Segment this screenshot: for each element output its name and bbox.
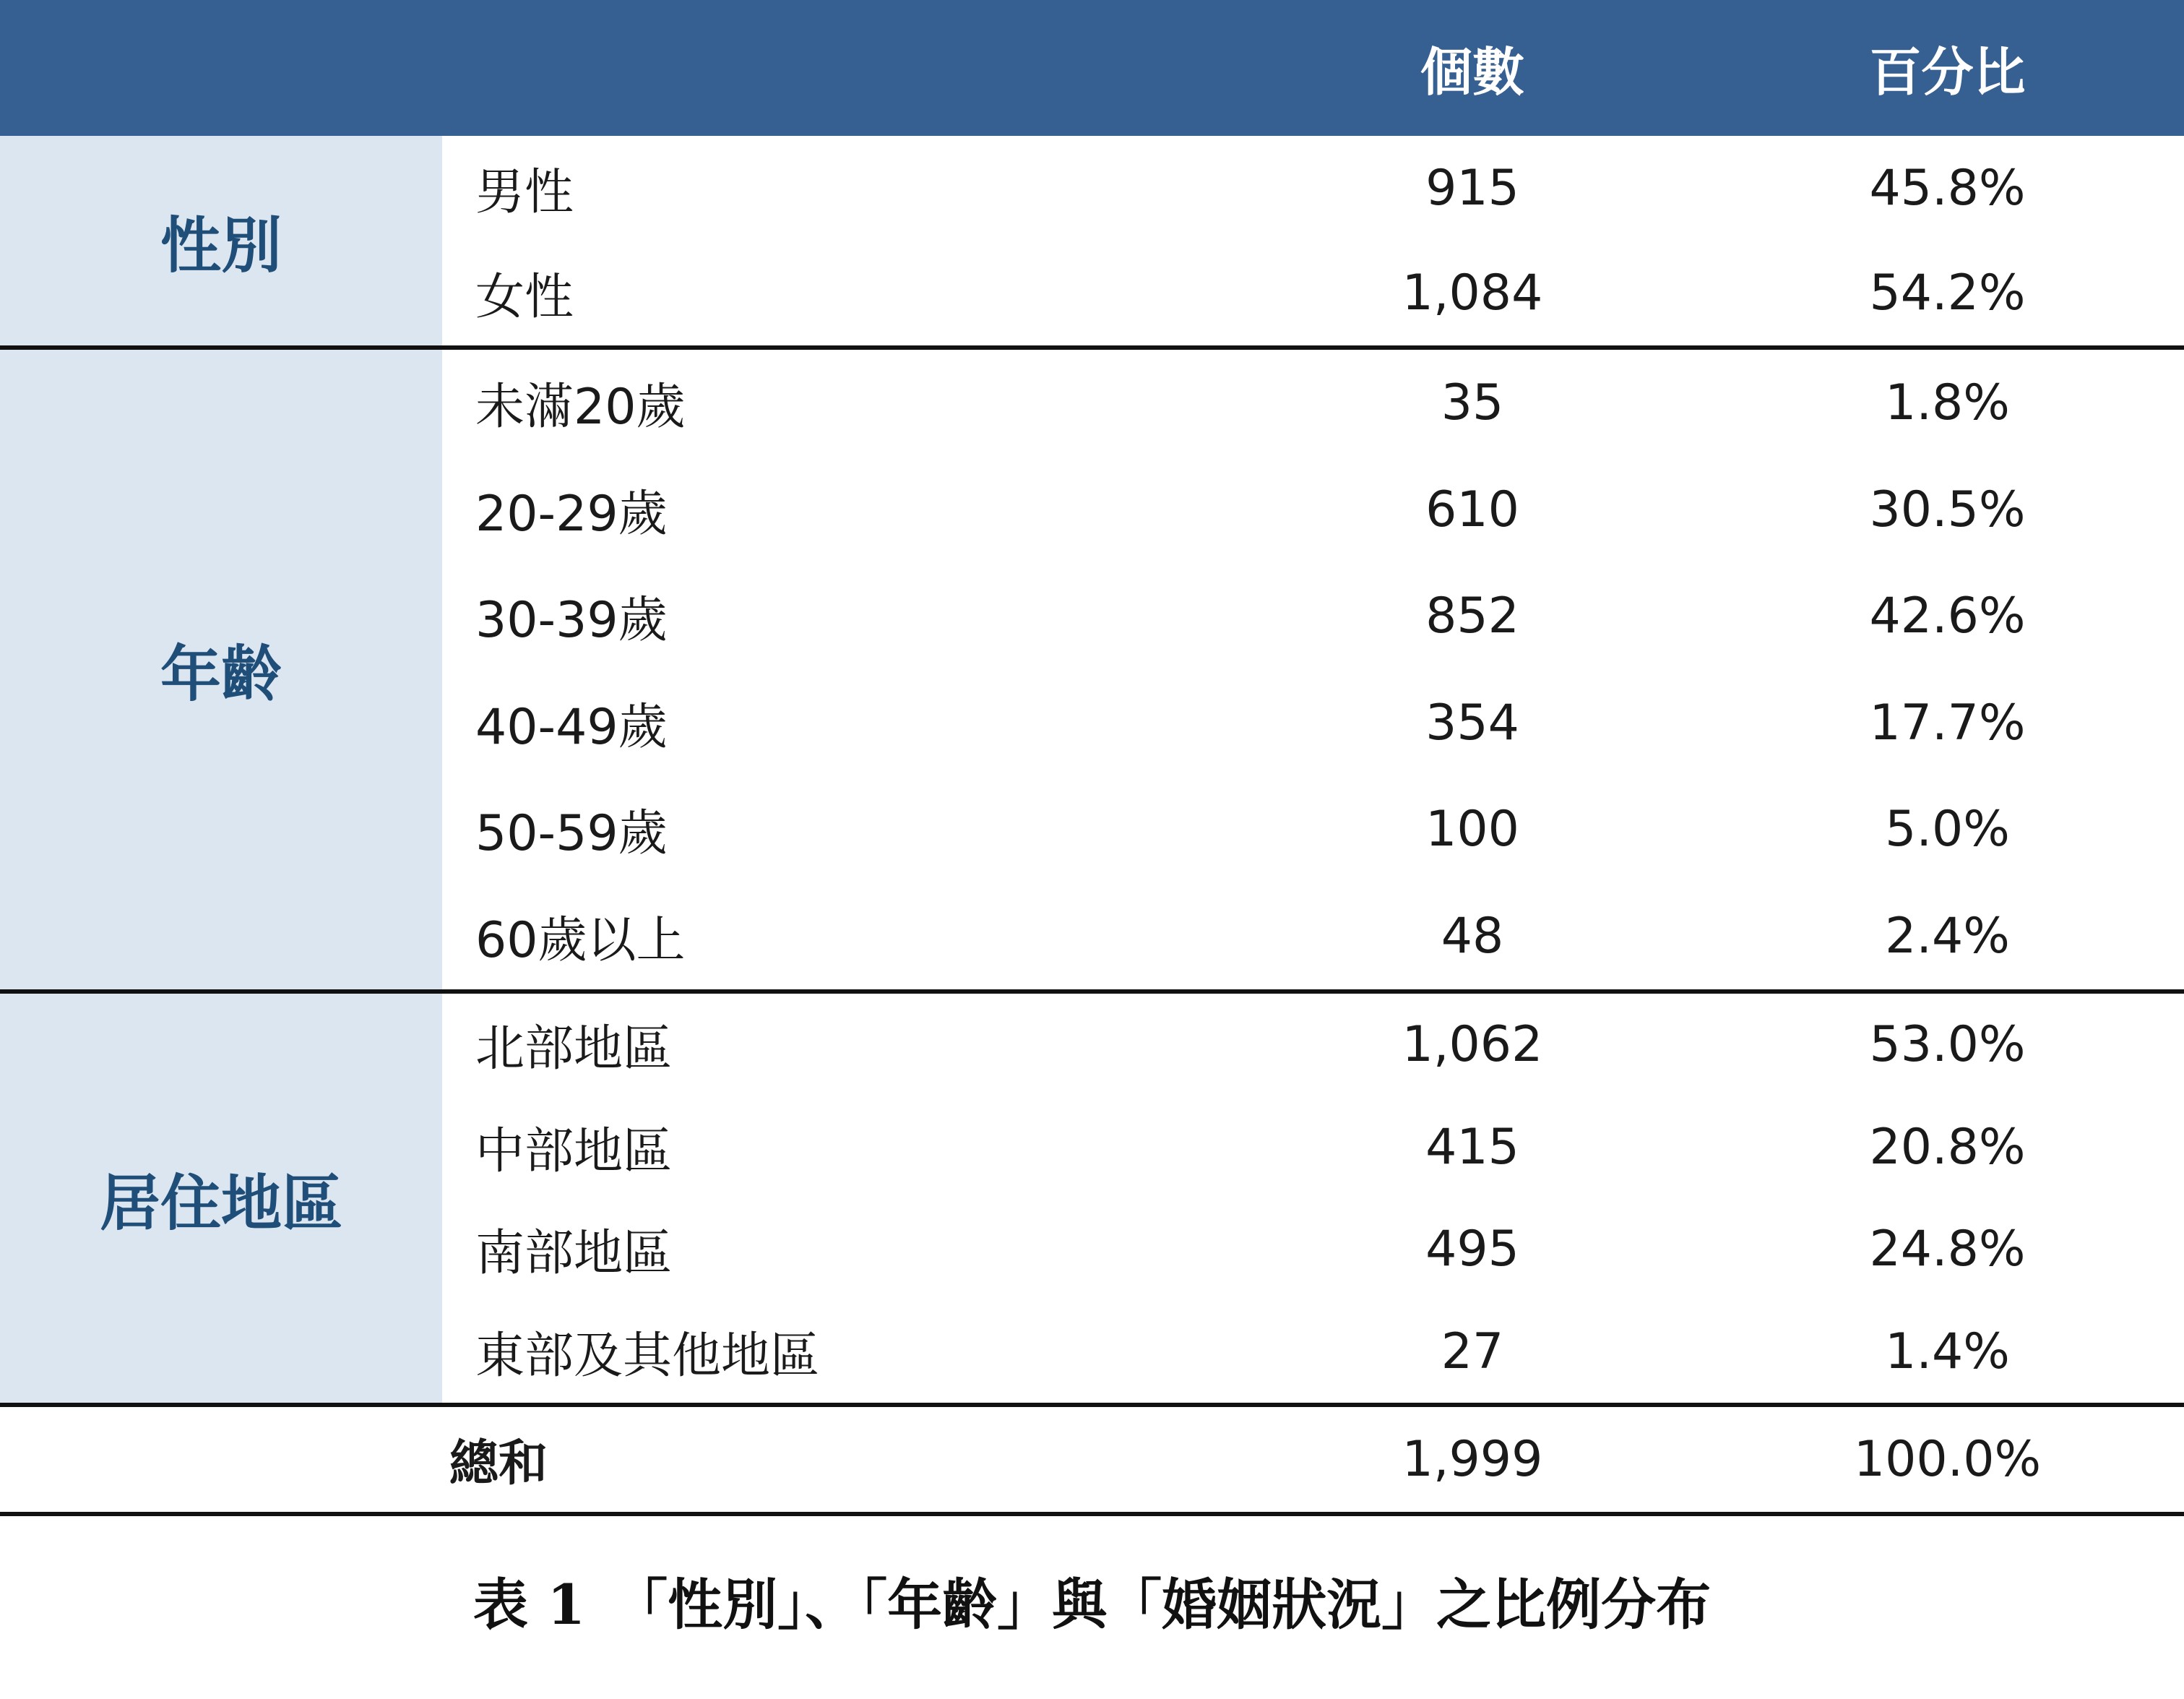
row-label: 30-39歲 (475, 592, 668, 650)
row-label: 中部地區 (475, 1122, 673, 1180)
row-percent: 53.0% (1711, 992, 2184, 1096)
row-count: 610 (1425, 481, 1519, 538)
row-count: 415 (1425, 1118, 1519, 1176)
row-count: 27 (1441, 1322, 1504, 1380)
row-label: 60歲以上 (475, 911, 686, 969)
row-count: 495 (1425, 1221, 1519, 1278)
row-label: 20-29歲 (475, 485, 668, 543)
row-percent: 42.6% (1869, 588, 2026, 645)
header-percent: 百分比 (1711, 0, 2184, 136)
row-count: 852 (1425, 588, 1519, 645)
total-count: 1,999 (1234, 1405, 1711, 1514)
table-row (0, 136, 2184, 241)
row-label: 男性 (475, 164, 574, 221)
row-percent: 45.8% (1869, 160, 2026, 217)
row-label: 40-49歲 (475, 698, 668, 756)
row-label: 東部及其他地區 (475, 1327, 820, 1385)
row-percent: 20.8% (1869, 1118, 2026, 1176)
table-row (0, 992, 2184, 1096)
row-label: 南部地區 (475, 1225, 673, 1283)
total-percent: 100.0% (1711, 1405, 2184, 1514)
row-percent: 24.8% (1869, 1221, 2026, 1278)
total-label: 總和 (442, 1405, 1234, 1514)
row-label: 北部地區 (442, 992, 1234, 1096)
row-count: 1,084 (1402, 264, 1543, 322)
row-percent: 5.0% (1885, 801, 2010, 859)
header-count: 個數 (1234, 0, 1711, 136)
table-caption: 表 1 「性別」、「年齡」與「婚姻狀況」之比例分布 (472, 1573, 1712, 1637)
row-count: 100 (1425, 801, 1519, 859)
row-percent: 1.8% (1711, 348, 2184, 457)
row-percent: 30.5% (1869, 481, 2026, 538)
row-label: 50-59歲 (475, 805, 668, 863)
row-percent: 54.2% (1869, 264, 2026, 322)
total-blank-cell (0, 1405, 442, 1514)
group-label-region: 居住地區 (0, 992, 442, 1405)
row-percent: 1.4% (1885, 1322, 2010, 1380)
group-label-age: 年齡 (0, 348, 442, 992)
row-count: 354 (1425, 694, 1519, 752)
row-label: 未滿20歲 (442, 348, 1234, 457)
row-count: 915 (1425, 160, 1519, 217)
total-row (0, 1405, 2184, 1514)
header-item-cell (442, 0, 1234, 136)
row-percent: 17.7% (1869, 694, 2026, 752)
row-count: 1,062 (1234, 992, 1711, 1096)
row-count: 35 (1234, 348, 1711, 457)
row-count: 48 (1441, 907, 1504, 965)
row-label: 女性 (475, 269, 574, 326)
header-group-cell (0, 0, 442, 136)
row-percent: 2.4% (1885, 907, 2010, 965)
table-row (0, 348, 2184, 457)
table-header-row (0, 0, 2184, 136)
group-label-gender: 性別 (0, 136, 442, 348)
